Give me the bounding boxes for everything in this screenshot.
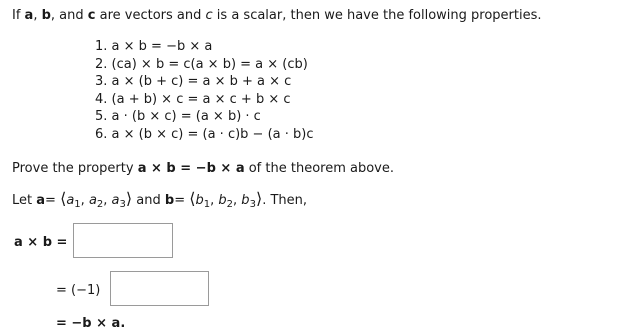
- intro-text: If a, b, and c are vectors and c is a scalar, then we have the following properties.: [12, 8, 542, 23]
- property-5: 5. a · (b × c) = (a × b) · c: [95, 109, 261, 124]
- property-3: 3. a × (b + c) = a × b + a × c: [95, 74, 292, 89]
- let-definition: Let $a= ⟨a_1$, $a_2$, $a_3⟩$ and $b= ⟨b_1$, $b_2$, $b_3⟩$. Then,: [12, 189, 308, 210]
- negative-one-label: = (−1): [56, 283, 101, 298]
- property-6: 6. a × (b × c) = (a · c)b − (a · b)c: [95, 126, 314, 142]
- answer-box-cross-product[interactable]: [73, 223, 173, 258]
- answer-box-negated[interactable]: [110, 271, 209, 306]
- property-2: 2. (ca) × b = c(a × b) = a × (cb): [95, 56, 308, 72]
- property-4: 4. (a + b) × c = a × c + b × c: [95, 91, 291, 107]
- cross-product-label: a × b =: [14, 235, 68, 250]
- properties-list: [95, 38, 314, 143]
- prove-instruction: Prove the property a × b = −b × a of the theorem above.: [12, 161, 394, 176]
- property-1: 1. a × b = −b × a: [95, 39, 213, 54]
- conclusion-text: = −b × a.: [56, 316, 126, 331]
